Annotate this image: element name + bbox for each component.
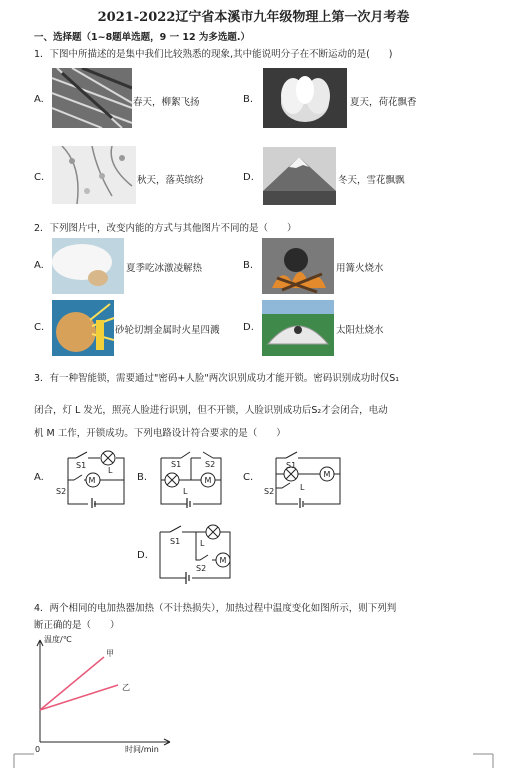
page-title: 2021-2022辽宁省本溪市九年级物理上第一次月考卷 (97, 10, 410, 25)
q2-option-d-letter: D. (243, 322, 254, 333)
q2-option-b-caption: 用篝火烧水 (336, 263, 384, 274)
temperature-time-chart (30, 632, 180, 756)
q1-option-b-letter: B. (243, 94, 254, 105)
q1-option-d-caption: 冬天，雪花飘飘 (338, 175, 405, 186)
circuit-a-motor-label: M (88, 476, 96, 485)
origin-label: 0 (35, 745, 41, 754)
circuit-a-s1-label: S1 (76, 461, 87, 470)
circuit-d-lamp-label: L (200, 539, 205, 548)
circuit-a-diagram (52, 448, 128, 508)
circuit-d-s1-label: S1 (170, 537, 181, 546)
bonfire-kettle-image (262, 238, 334, 294)
circuit-d-motor-label: M (219, 556, 227, 565)
solar-cooker-image (262, 300, 334, 356)
q2-option-c-letter: C. (34, 322, 45, 333)
circuit-b-s1-label: S1 (171, 460, 182, 469)
question-4-line-2: 断正确的是（ ） (34, 620, 120, 631)
circuit-c-diagram (260, 448, 342, 508)
section-heading: 一、选择题（1~8题单选题，9 一 12 为多选题.） (34, 32, 251, 43)
q2-option-d-caption: 太阳灶烧水 (336, 325, 384, 336)
q1-option-a-letter: A. (34, 94, 44, 105)
x-axis-label: 时间/min (125, 745, 159, 754)
series-line-1 (40, 657, 104, 710)
q1-option-c-caption: 秋天，落英缤纷 (137, 175, 204, 186)
q3-option-c-letter: C. (243, 472, 254, 483)
circuit-d-s2-label: S2 (196, 564, 207, 573)
falling-flowers-image (52, 146, 136, 204)
circuit-c-motor-label: M (323, 470, 331, 479)
q3-option-a-letter: A. (34, 472, 44, 483)
page-corner-marks (0, 748, 507, 768)
q1-option-c-letter: C. (34, 172, 45, 183)
willow-catkins-image (52, 68, 132, 128)
circuit-c-lamp-label: L (300, 483, 305, 492)
ice-cream-image (52, 238, 124, 294)
question-3-line-1: 3．有一种智能锁，需要通过"密码+人脸"两次识别成功才能开锁。密码识别成功时仅S₁ (34, 373, 400, 384)
q2-option-a-caption: 夏季吃冰激凌解热 (126, 263, 203, 274)
q2-option-a-letter: A. (34, 260, 44, 271)
series-line-2 (40, 685, 118, 710)
circuit-a-lamp-label: L (108, 466, 113, 475)
series-label-2: 乙 (122, 683, 130, 692)
question-1-stem: 1．下图中所描述的是集中我们比较熟悉的现象,其中能说明分子在不断运动的是( ) (34, 49, 393, 60)
question-3-line-2: 闭合，灯 L 发光，照亮人脸进行识别，但不开锁，人脸识别成功后S₂才会闭合，电动 (34, 405, 388, 416)
q2-option-c-caption: 砂轮切割金属时火星四溅 (115, 325, 220, 336)
circuit-a-s2-label: S2 (56, 487, 67, 496)
series-label-1: 甲 (106, 649, 114, 658)
q1-option-d-letter: D. (243, 172, 254, 183)
question-2-stem: 2．下列图片中，改变内能的方式与其他图片不同的是（ ） (34, 223, 297, 234)
circuit-c-s1-label: S1 (286, 461, 297, 470)
lotus-flower-image (263, 68, 347, 128)
q3-option-b-letter: B. (137, 472, 148, 483)
grinding-wheel-image (52, 300, 114, 356)
q1-option-b-caption: 夏天，荷花飘香 (350, 97, 417, 108)
q3-option-d-letter: D. (137, 550, 148, 561)
q1-option-a-caption: 春天，柳絮飞扬 (133, 97, 200, 108)
circuit-b-motor-label: M (204, 476, 212, 485)
y-axis-label: 温度/℃ (44, 635, 72, 644)
circuit-b-lamp-label: L (183, 487, 188, 496)
circuit-d-diagram (156, 522, 236, 584)
question-4-line-1: 4．两个相同的电加热器加热（不计热损失），加热过程中温度变化如图所示，则下列判 (34, 603, 397, 614)
snow-mountain-image (263, 147, 336, 205)
question-3-line-3: 机 M 工作，开锁成功。下列电路设计符合要求的是（ ） (34, 428, 286, 439)
circuit-b-s2-label: S2 (205, 460, 216, 469)
circuit-b-diagram (157, 448, 225, 508)
circuit-c-s2-label: S2 (264, 487, 275, 496)
q2-option-b-letter: B. (243, 260, 254, 271)
